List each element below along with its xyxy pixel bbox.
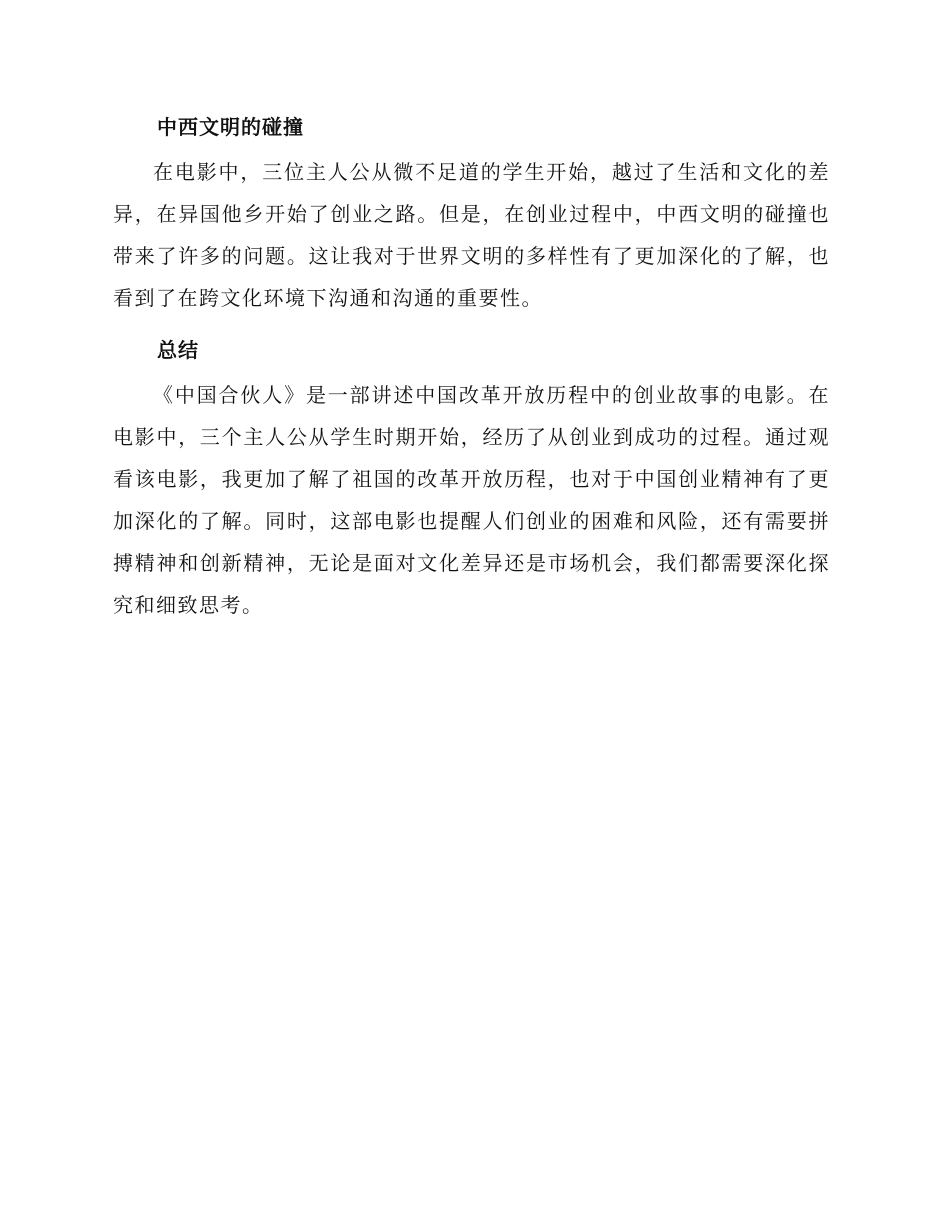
section-heading-collision: 中西文明的碰撞	[157, 115, 304, 139]
section-paragraph-collision: 在电影中，三位主人公从微不足道的学生开始，越过了生活和文化的差异，在异国他乡开始了创业之路。但是，在创业过程中，中西文明的碰撞也带来了许多的问题。这让我对于世界文明的多样性有了更加深化的了解，也看到了在跨文化环境下沟通和沟通的重要性。	[113, 160, 830, 310]
document-body	[113, 108, 830, 638]
section-paragraph-summary: 《中国合伙人》是一部讲述中国改革开放历程中的创业故事的电影。在电影中，三个主人公从学生时期开始，经历了从创业到成功的过程。通过观看该电影，我更加了解了祖国的改革开放历程，也对于中国创业精神有了更加深化的了解。同时，这部电影也提醒人们创业的困难和风险，还有需要拼搏精神和创新精神，无论是面对文化差异还是市场机会，我们都需要深化探究和细致思考。	[113, 383, 830, 617]
section-heading-summary: 总结	[157, 338, 199, 362]
